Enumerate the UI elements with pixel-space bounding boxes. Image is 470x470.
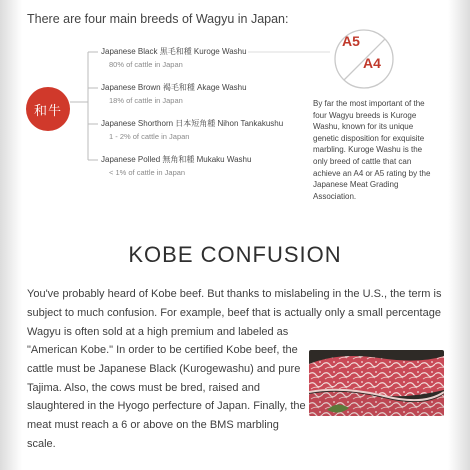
- breed-share: < 1% of cattle in Japan: [109, 168, 186, 177]
- breed-tree: [70, 44, 330, 184]
- breed-share: 18% of cattle in Japan: [109, 96, 183, 105]
- section-title: KOBE CONFUSION: [128, 242, 342, 267]
- breed-name: Japanese Polled 無角和種 Mukaku Washu: [101, 155, 252, 164]
- left-edge-shade: [0, 0, 22, 470]
- grade-a5: A5: [342, 33, 360, 49]
- marbled-beef-photo: [309, 350, 444, 416]
- kobe-paragraph-requirements: "American Kobe." In order to be certified Kobe beef, the cattle must be Japanese Black (Kurogewashu) and pure Tajima. Also, the cows must be bred, raised and slaughtered in the Hyogo perfecture of Japan. Finally, the meat must reach a 6 or above on the BMS marbling scale.: [27, 344, 306, 450]
- right-edge-shade: [448, 0, 470, 470]
- kuroge-note: By far the most important of the four Wagyu breeds is Kuroge Washu, known for its unique genetic disposition for exquisite marbling. Kuroge Washu is the only breed of cattle that can achieve an A4 or A5 rating by the Japanese Meat Grading Association.: [313, 99, 431, 201]
- breed-share: 1 - 2% of cattle in Japan: [109, 132, 190, 141]
- breed-name: Japanese Brown 褐毛和種 Akage Washu: [101, 83, 247, 92]
- breed-item: [101, 118, 331, 141]
- kobe-paragraph-intro: You've probably heard of Kobe beef. But thanks to mislabeling in the U.S., the term is subject to much confusion. For example, beef that is actually only a small percentage Wagyu is often sold at a high premium and labeled as: [27, 288, 442, 338]
- marbled-beef-illustration: [309, 350, 444, 416]
- grade-a4: A4: [363, 55, 381, 71]
- intro-text: There are four main breeds of Wagyu in Japan:: [27, 12, 289, 26]
- breed-item: [101, 154, 331, 177]
- wagyu-seal-icon: [26, 87, 70, 131]
- breed-name: Japanese Black 黒毛和種 Kuroge Washu: [101, 47, 247, 56]
- breed-share: 80% of cattle in Japan: [109, 60, 183, 69]
- breed-item: [101, 46, 331, 69]
- grade-badge: [333, 28, 395, 90]
- breed-item: [101, 82, 331, 105]
- wagyu-seal-label: 和牛: [33, 103, 62, 119]
- breed-name: Japanese Shorthorn 日本短角種 Nihon Tankakushu: [101, 119, 284, 128]
